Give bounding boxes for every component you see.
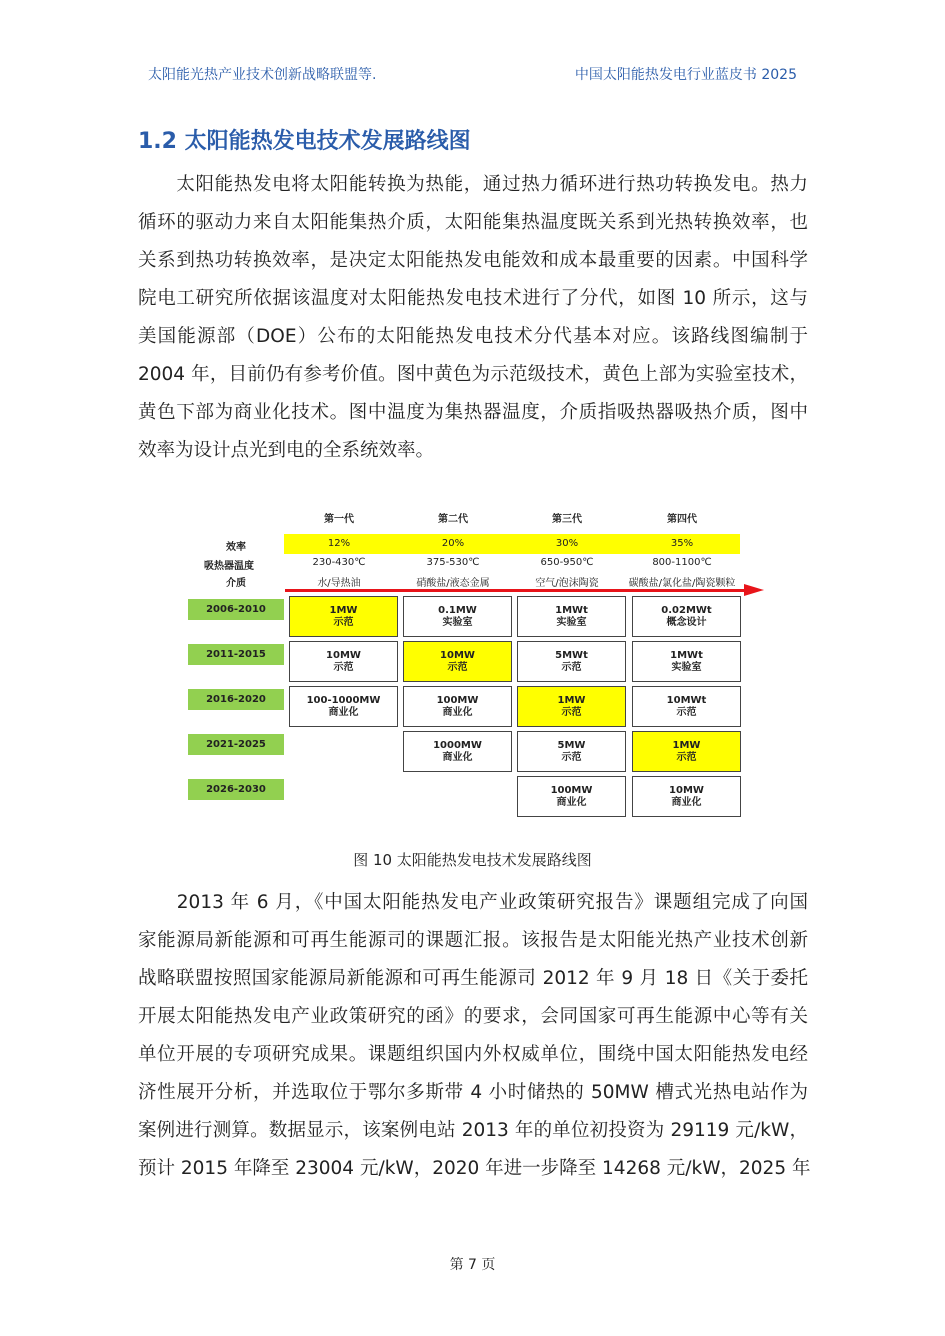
temperature-value: 230-430℃ <box>312 557 366 568</box>
paragraph-line: 2013 年 6 月，《中国太阳能热发电产业政策研究报告》课题组完成了向国 <box>138 892 808 913</box>
cell-stage: 示范 <box>447 661 468 673</box>
generation-2-header: 第二代 <box>438 514 468 525</box>
generation-4-header: 第四代 <box>667 514 697 525</box>
cell-capacity: 1MW <box>557 694 586 706</box>
roadmap-cell <box>632 641 741 682</box>
cell-stage: 概念设计 <box>666 616 707 628</box>
running-header-right: 中国太阳能热发电行业蓝皮书 2025 <box>574 67 797 83</box>
cell-stage: 示范 <box>676 706 697 718</box>
roadmap-cell <box>517 686 626 727</box>
generation-1-header: 第一代 <box>324 514 354 525</box>
roadmap-cell <box>289 596 398 637</box>
cell-stage: 商业化 <box>442 706 473 718</box>
cell-capacity: 1MW <box>672 739 701 751</box>
generation-3-header: 第三代 <box>552 514 582 525</box>
cell-stage: 商业化 <box>671 796 702 808</box>
medium-value: 空气/泡沫陶瓷 <box>535 578 599 589</box>
figure-caption: 图 10 太阳能热发电技术发展路线图 <box>353 851 592 869</box>
cell-stage: 示范 <box>333 661 354 673</box>
period-label: 2011-2015 <box>188 644 284 665</box>
cell-capacity: 100MW <box>550 784 593 796</box>
temperature-value: 650-950℃ <box>540 557 594 568</box>
roadmap-cell <box>632 686 741 727</box>
cell-capacity: 10MWt <box>666 694 707 706</box>
roadmap-cell <box>517 731 626 772</box>
section-title: 1.2 太阳能热发电技术发展路线图 <box>138 129 471 154</box>
roadmap-cell <box>517 776 626 817</box>
cell-capacity: 5MWt <box>555 649 588 661</box>
paragraph-line: 战略联盟按照国家能源局新能源和可再生能源司 2012 年 9 月 18 日《关于委托 <box>138 968 808 989</box>
cell-stage: 示范 <box>561 706 582 718</box>
cell-capacity: 1000MW <box>433 739 482 751</box>
cell-stage: 商业化 <box>556 796 587 808</box>
roadmap-figure <box>188 500 768 820</box>
roadmap-cell <box>632 596 741 637</box>
cell-stage: 实验室 <box>442 616 473 628</box>
cell-capacity: 10MW <box>440 649 475 661</box>
cell-capacity: 0.1MW <box>438 604 477 616</box>
efficiency-value: 35% <box>670 538 694 549</box>
cell-stage: 商业化 <box>442 751 473 763</box>
roadmap-cell <box>403 596 512 637</box>
cell-stage: 实验室 <box>556 616 587 628</box>
cell-capacity: 10MW <box>326 649 361 661</box>
paragraph-line: 2004 年，目前仍有参考价值。图中黄色为示范级技术，黄色上部为实验室技术， <box>138 364 808 385</box>
cell-stage: 示范 <box>333 616 354 628</box>
row-label-temperature: 吸热器温度 <box>204 561 254 572</box>
paragraph-line: 关系到热功转换效率，是决定太阳能热发电能效和成本最重要的因素。中国科学 <box>138 250 808 271</box>
temperature-value: 800-1100℃ <box>652 557 712 568</box>
timeline-arrow-head <box>744 584 764 596</box>
cell-stage: 商业化 <box>328 706 359 718</box>
paragraph-line: 循环的驱动力来自太阳能集热介质，太阳能集热温度既关系到光热转换效率，也 <box>138 212 808 233</box>
cell-capacity: 100MW <box>436 694 479 706</box>
paragraph-line: 单位开展的专项研究成果。课题组织国内外权威单位，围绕中国太阳能热发电经 <box>138 1044 808 1065</box>
cell-capacity: 10MW <box>669 784 704 796</box>
roadmap-cell <box>403 731 512 772</box>
roadmap-cell <box>289 641 398 682</box>
medium-value: 硝酸盐/液态金属 <box>416 578 490 589</box>
cell-capacity: 1MWt <box>670 649 703 661</box>
paragraph-2 <box>138 884 811 1188</box>
paragraph-line: 美国能源部（DOE）公布的太阳能热发电技术分代基本对应。该路线图编制于 <box>138 326 808 347</box>
paragraph-line: 家能源局新能源和可再生能源司的课题汇报。该报告是太阳能光热产业技术创新 <box>138 930 808 951</box>
cell-capacity: 5MW <box>557 739 586 751</box>
medium-value: 碳酸盐/氯化盐/陶瓷颗粒 <box>628 578 736 589</box>
paragraph-line: 太阳能热发电将太阳能转换为热能，通过热力循环进行热功转换发电。热力 <box>138 174 808 195</box>
paragraph-line: 黄色下部为商业化技术。图中温度为集热器温度，介质指吸热器吸热介质，图中 <box>138 402 808 423</box>
paragraph-line: 预计 2015 年降至 23004 元/kW，2020 年进一步降至 14268 元/kW，2025 年 <box>138 1158 811 1179</box>
running-header-left: 太阳能光热产业技术创新战略联盟等. <box>148 67 377 83</box>
row-label-efficiency: 效率 <box>226 542 246 553</box>
paragraph-line: 效率为设计点光到电的全系统效率。 <box>138 440 435 461</box>
medium-value: 水/导热油 <box>317 578 361 589</box>
roadmap-cell <box>517 596 626 637</box>
cell-stage: 示范 <box>561 751 582 763</box>
timeline-arrow <box>285 589 747 592</box>
paragraph-line: 院电工研究所依据该温度对太阳能热发电技术进行了分代，如图 10 所示，这与 <box>138 288 808 309</box>
paragraph-line: 济性展开分析，并选取位于鄂尔多斯带 4 小时储热的 50MW 槽式光热电站作为 <box>138 1082 808 1103</box>
period-label: 2016-2020 <box>188 689 284 710</box>
cell-stage: 实验室 <box>671 661 702 673</box>
roadmap-cell <box>632 731 741 772</box>
roadmap-cell <box>289 686 398 727</box>
period-label: 2006-2010 <box>188 599 284 620</box>
row-label-medium: 介质 <box>226 578 246 589</box>
cell-capacity: 1MWt <box>555 604 588 616</box>
cell-capacity: 0.02MWt <box>661 604 712 616</box>
cell-capacity: 1MW <box>329 604 358 616</box>
temperature-value: 375-530℃ <box>426 557 480 568</box>
paragraph-line: 开展太阳能热发电产业政策研究的函》的要求，会同国家可再生能源中心等有关 <box>138 1006 808 1027</box>
efficiency-value: 20% <box>441 538 465 549</box>
roadmap-cell <box>403 641 512 682</box>
paragraph-1 <box>138 166 808 470</box>
efficiency-value: 12% <box>327 538 351 549</box>
efficiency-value: 30% <box>555 538 579 549</box>
roadmap-cell <box>632 776 741 817</box>
cell-stage: 示范 <box>676 751 697 763</box>
cell-stage: 示范 <box>561 661 582 673</box>
period-label: 2021-2025 <box>188 734 284 755</box>
roadmap-cell <box>403 686 512 727</box>
paragraph-line: 案例进行测算。数据显示，该案例电站 2013 年的单位初投资为 29119 元/kW， <box>138 1120 808 1141</box>
period-label: 2026-2030 <box>188 779 284 800</box>
cell-capacity: 100-1000MW <box>306 694 381 706</box>
page-number: 第 7 页 <box>449 1257 496 1273</box>
roadmap-cell <box>517 641 626 682</box>
